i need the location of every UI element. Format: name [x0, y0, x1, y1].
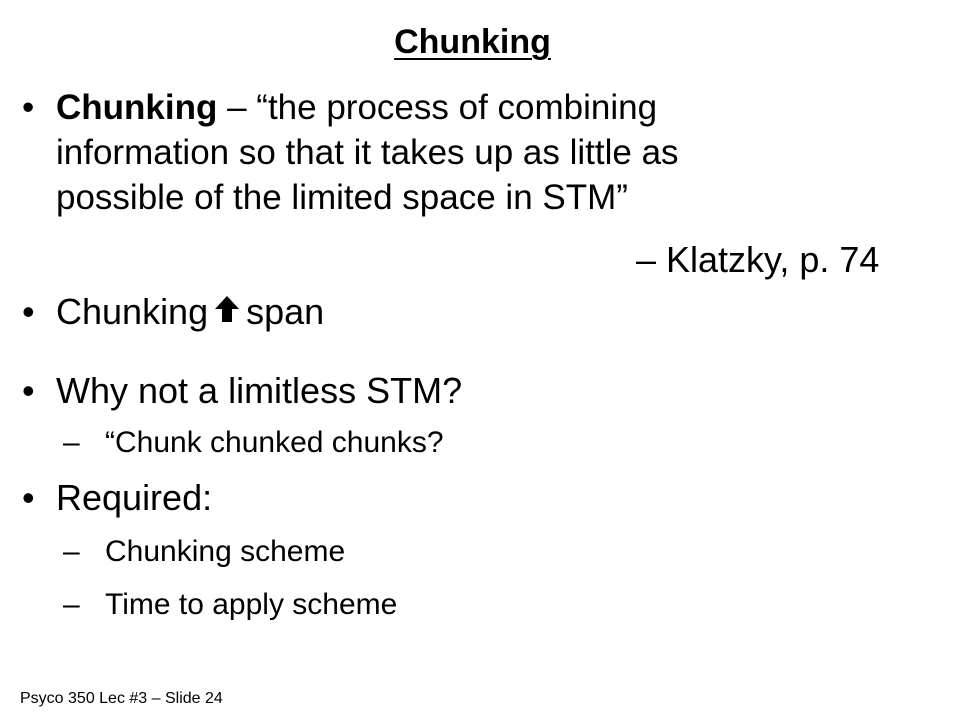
slide-title: Chunking: [394, 23, 551, 61]
bullet-text: Why not a limitless STM?: [56, 370, 463, 411]
sub-item-chunk-chunked: [63, 424, 444, 462]
definition-line-1: [22, 85, 922, 130]
definition-bullet: [22, 85, 922, 220]
dash-marker: –: [63, 535, 80, 568]
bullet-marker: •: [22, 477, 35, 518]
bullet-text-before-icon: Chunking: [56, 291, 209, 332]
bullet-required: [22, 476, 212, 519]
dash-marker: –: [63, 426, 80, 459]
sub-item-text: Chunking scheme: [105, 535, 346, 568]
bullet-marker: •: [22, 370, 35, 411]
bullet-why-not: [22, 369, 462, 412]
definition-line-3: possible of the limited space in STM”: [56, 178, 628, 217]
bullet-chunking-span: [22, 290, 324, 336]
sub-item-text: Time to apply scheme: [105, 588, 398, 621]
definition-line-2: information so that it takes up as little as: [56, 133, 679, 172]
sub-item-text: “Chunk chunked chunks?: [105, 426, 444, 459]
definition-text-1: – “the process of combining: [217, 88, 658, 127]
dash-marker: –: [63, 588, 80, 621]
definition-term: Chunking: [56, 88, 218, 127]
sub-item-chunking-scheme: [63, 533, 345, 571]
bullet-text-after-icon: span: [246, 291, 325, 332]
bullet-marker: •: [22, 88, 35, 127]
sub-item-time-to-apply: [63, 586, 397, 624]
bullet-text: Required:: [56, 477, 213, 518]
up-arrow-icon: [214, 289, 240, 332]
attribution: – Klatzky, p. 74: [636, 239, 880, 280]
bullet-marker: •: [22, 291, 35, 332]
slide-footer: Psyco 350 Lec #3 – Slide 24: [20, 690, 223, 707]
